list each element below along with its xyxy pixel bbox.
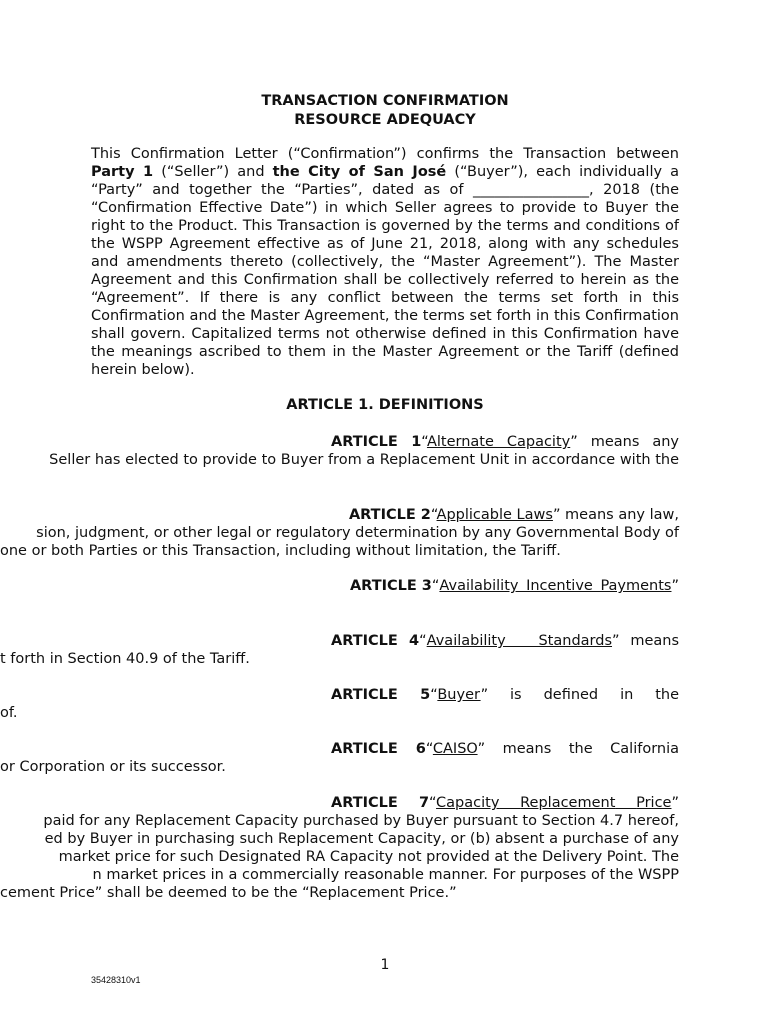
article-6-label: ARTICLE 6 — [331, 741, 426, 757]
article-7-label: ARTICLE 7 — [331, 795, 430, 811]
article-7-term-2: Replacement — [520, 795, 616, 811]
article-4-group: ARTICLE 4“Availability Standards” — [331, 633, 620, 649]
document-id: 35428310v1 — [91, 975, 141, 985]
article-5-group: ARTICLE 5“Buyer” — [331, 687, 489, 703]
article-5-term: Buyer — [437, 687, 481, 703]
article-5-word-defined: defined — [543, 687, 599, 703]
doc-title-line1: TRANSACTION CONFIRMATION — [261, 93, 509, 109]
article-6-group: ARTICLE 6“CAISO” — [331, 741, 486, 757]
doc-title-line2: RESOURCE ADEQUACY — [294, 112, 476, 128]
article-7-continuation-1: paid for any Replacement Capacity purchased by Buyer pursuant to Section 4.7 hereof, — [43, 813, 679, 829]
article-6-word-means: means — [502, 741, 552, 757]
article-6-word-california: California — [610, 741, 680, 757]
article-7-continuation-4: n market prices in a commercially reasonable manner. For purposes of the WSPP — [92, 867, 679, 883]
article-6-quote: ” — [477, 741, 486, 757]
article-1-rest: ” means any — [570, 434, 679, 450]
article-6-heading — [331, 740, 679, 758]
article-2-continuation-2: one or both Parties or this Transaction, including without limitation, the Tariff. — [0, 543, 561, 559]
article-2-term: Applicable Laws — [436, 507, 553, 523]
article-5-label: ARTICLE 5 — [331, 687, 431, 703]
article-5-continuation: of. — [0, 705, 18, 721]
section-heading: ARTICLE 1. DEFINITIONS — [286, 397, 484, 413]
article-4-heading — [331, 632, 679, 650]
article-7-term-3: Price — [636, 795, 672, 811]
article-5-heading — [331, 686, 679, 704]
article-4-word: means — [630, 633, 680, 649]
article-7-continuation-2: ed by Buyer in purchasing such Replacement Capacity, or (b) absent a purchase of any — [44, 831, 679, 847]
article-2-label: ARTICLE 2 — [348, 507, 431, 523]
article-5-word-in: in — [620, 687, 634, 703]
article-1-continuation: Seller has elected to provide to Buyer from a Replacement Unit in accordance with the — [49, 452, 679, 468]
intro-text-1: This Confirmation Letter (“Confirmation”) confirms the Transaction between — [91, 146, 679, 162]
article-6-continuation: or Corporation or its successor. — [0, 759, 226, 775]
article-3-term: Availability Incentive Payments — [439, 578, 672, 594]
article-2-rest: ” means any law, — [552, 507, 679, 523]
article-4-rest: ” — [612, 633, 620, 649]
article-6-term: CAISO — [432, 741, 478, 757]
article-7-quote: ” — [671, 795, 679, 811]
article-5-quote: ” — [480, 687, 489, 703]
article-2-heading: ARTICLE 2“Applicable Laws” means any law, — [348, 507, 679, 523]
article-7-term-1: Capacity — [436, 795, 500, 811]
intro-text-3: (“Buyer”), each individually a “Party” and together the “Parties”, dated as of ________________, 2018 (the “Confirmation Effective Date”) in which Seller agrees to provide to Buyer the right to the Product. This Transaction is governed by the terms and conditions of the WSPP Agreement effective as of June 21, 2018, along with any schedules and amendments thereto (collectively, the “Master Agreement”). The Master Agreement and this Confirmation shall be collectively referred to herein as the “Agreement”. If there is any conflict between the terms set forth in this Confirmation and the Master Agreement, the terms set forth in this Confirmation shall govern. Capitalized terms not otherwise defined in this Confirmation have the meanings ascribed to them in the Master Agreement or the Tariff (defined herein below). — [91, 164, 680, 378]
article-1-label: ARTICLE 1 — [331, 434, 422, 450]
article-3-heading: ARTICLE 3“Availability Incentive Payments” — [349, 578, 679, 594]
article-7-group-end — [636, 795, 679, 811]
intro-text-2: (“Seller”) and — [153, 164, 273, 180]
intro-paragraph — [91, 145, 679, 379]
article-3-rest: ” — [671, 578, 679, 594]
article-5-word-the: the — [655, 687, 680, 703]
article-7-continuation-5: cement Price” shall be deemed to be the “Replacement Price.” — [0, 885, 457, 901]
buyer-name: the City of San José — [272, 164, 447, 180]
article-4-label: ARTICLE 4 — [331, 633, 420, 649]
article-7-continuation-3: market price for such Designated RA Capacity not provided at the Delivery Point. The — [58, 849, 679, 865]
article-1-heading: ARTICLE 1“Alternate Capacity” means any — [331, 434, 679, 450]
article-5-word-is: is — [510, 687, 522, 703]
article-4-continuation: t forth in Section 40.9 of the Tariff. — [0, 651, 250, 667]
article-7-heading — [331, 794, 679, 812]
article-1-term: Alternate Capacity — [426, 434, 571, 450]
page-number: 1 — [380, 957, 390, 973]
party1-name: Party 1 — [91, 164, 154, 180]
article-6-word-the: the — [568, 741, 593, 757]
article-7-group: ARTICLE 7“Capacity — [331, 795, 500, 811]
article-4-term: Availability Standards — [426, 633, 613, 649]
article-2-continuation-1: sion, judgment, or other legal or regulatory determination by any Governmental Body of — [36, 525, 679, 541]
article-3-label: ARTICLE 3 — [349, 578, 432, 594]
